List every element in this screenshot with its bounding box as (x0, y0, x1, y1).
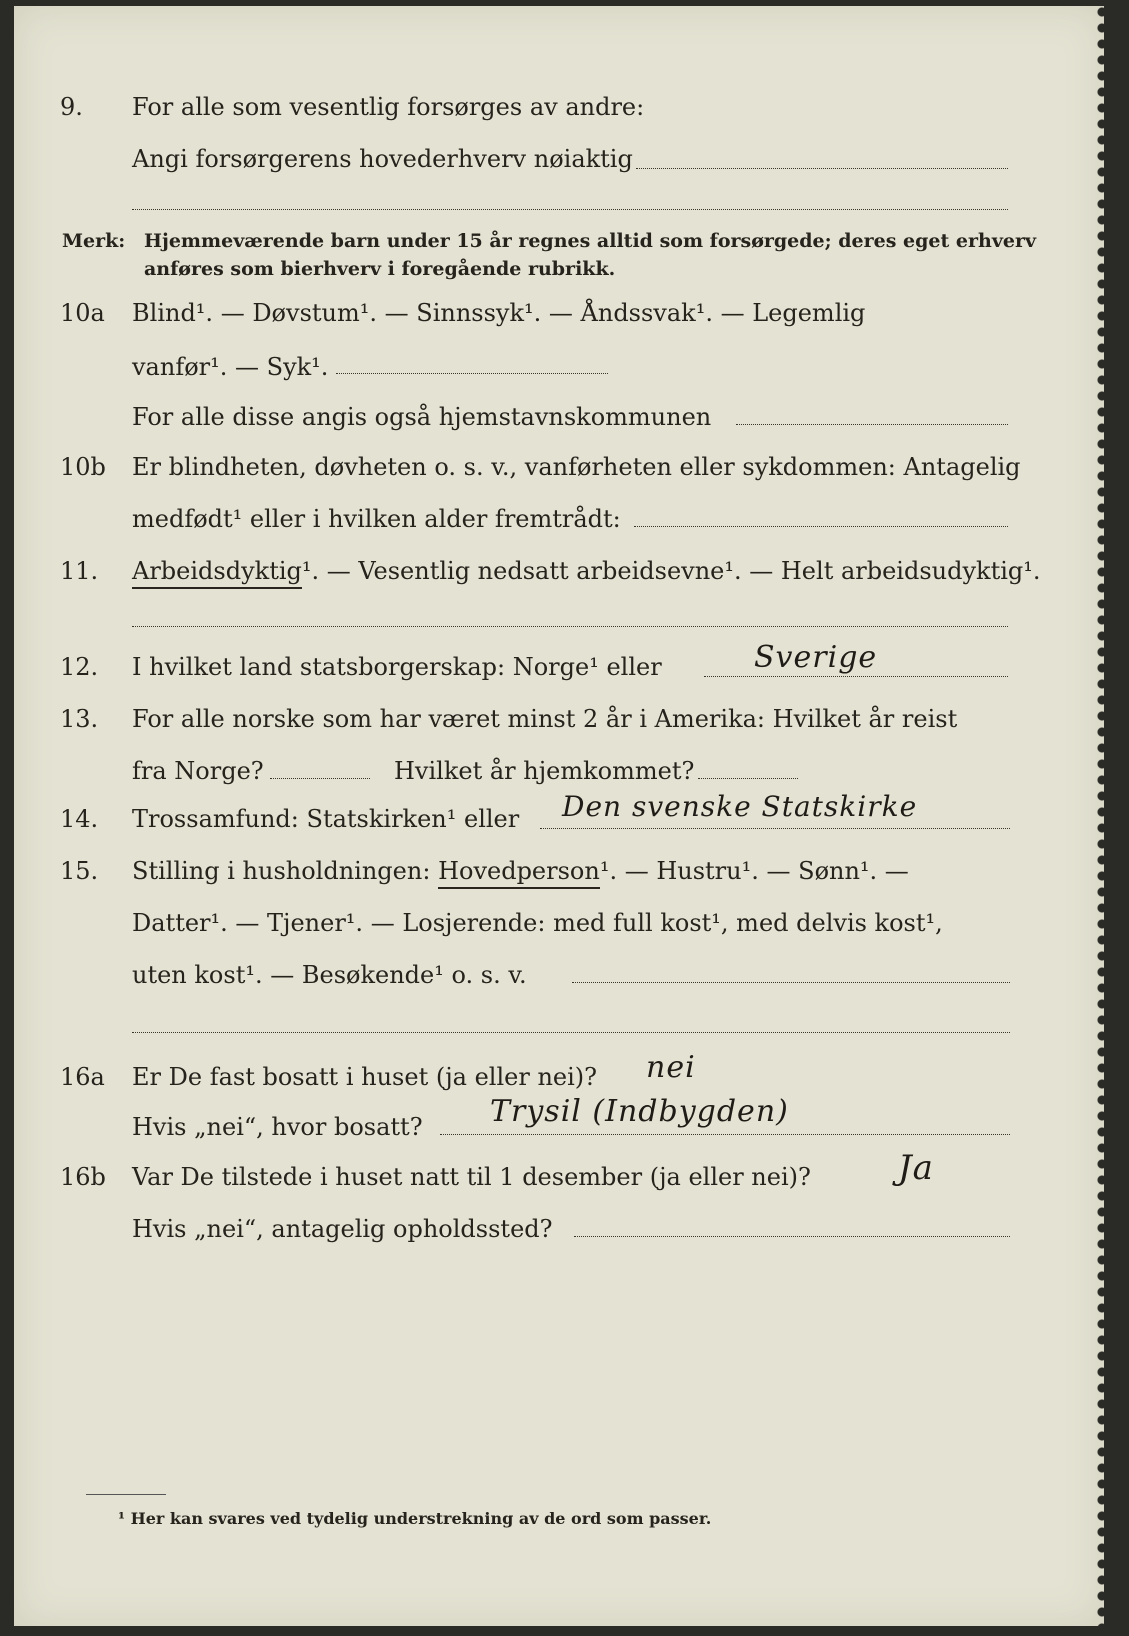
question-number: 12. (60, 653, 99, 681)
question-text: Er blindheten, døvheten o. s. v., vanførheten eller sykdommen: Antagelig (132, 453, 1021, 481)
answer-line[interactable] (132, 209, 1008, 210)
handwritten-answer: Trysil (Indbygden) (490, 1094, 789, 1129)
question-text: For alle norske som har været minst 2 år i Amerika: Hvilket år reist (132, 705, 958, 733)
answer-line[interactable] (540, 828, 1010, 829)
note-label: Merk: (62, 230, 126, 252)
answer-line[interactable] (270, 778, 370, 779)
question-text: medfødt¹ eller i hvilken alder fremtrådt: (132, 505, 621, 533)
question-text: Blind¹. — Døvstum¹. — Sinnssyk¹. — Åndssvak¹. — Legemlig (132, 299, 866, 327)
question-number: 11. (60, 557, 99, 585)
question-text: For alle disse angis også hjemstavnskommunen (132, 403, 712, 431)
question-number: 16a (60, 1063, 105, 1091)
answer-line[interactable] (574, 1236, 1010, 1237)
question-text: ¹. — Hustru¹. — Sønn¹. — (599, 857, 909, 885)
answer-line[interactable] (132, 1032, 1010, 1033)
answer-line[interactable] (336, 373, 608, 374)
answer-line[interactable] (698, 778, 798, 779)
question-text-container (132, 556, 1041, 586)
selected-option: Arbeidsdyktig (132, 557, 302, 589)
question-text: Hvis „nei“, hvor bosatt? (132, 1113, 423, 1141)
question-text: fra Norge? (132, 757, 264, 785)
question-number: 9. (60, 93, 83, 121)
answer-line[interactable] (440, 1134, 1010, 1135)
census-form-page (14, 6, 1104, 1626)
question-text: I hvilket land statsborgerskap: Norge¹ eller (132, 653, 662, 681)
question-text: Datter¹. — Tjener¹. — Losjerende: med full kost¹, med delvis kost¹, (132, 909, 943, 937)
answer-line[interactable] (636, 168, 1008, 169)
question-number: 16b (60, 1163, 106, 1191)
question-text: Trossamfund: Statskirken¹ eller (132, 805, 520, 833)
handwritten-answer: Sverige (754, 640, 878, 675)
note-text: Hjemmeværende barn under 15 år regnes alltid som forsørgede; deres eget erhverv (144, 230, 1036, 252)
handwritten-answer: Ja (898, 1148, 934, 1188)
question-text: Var De tilstede i huset natt til 1 desember (ja eller nei)? (132, 1163, 811, 1191)
question-text: vanfør¹. — Syk¹. (132, 353, 329, 381)
footnote-rule (86, 1494, 166, 1495)
question-number: 10b (60, 453, 106, 481)
question-text: For alle som vesentlig forsørges av andre: (132, 93, 645, 121)
question-number: 13. (60, 705, 99, 733)
question-text: Hvis „nei“, antagelig opholdssted? (132, 1215, 553, 1243)
question-text-container (132, 856, 909, 886)
question-text: ¹. — Vesentlig nedsatt arbeidsevne¹. — Helt arbeidsudyktig¹. (301, 557, 1041, 585)
question-text: Hvilket år hjemkommet? (394, 757, 695, 785)
selected-option: Hovedperson (438, 857, 600, 889)
question-number: 10a (60, 299, 105, 327)
answer-line[interactable] (132, 626, 1008, 627)
note-text: anføres som bierhverv i foregående rubrikk. (144, 258, 616, 280)
answer-line[interactable] (704, 676, 1008, 677)
question-text: Angi forsørgerens hovederhverv nøiaktig (132, 145, 633, 173)
answer-line[interactable] (736, 424, 1008, 425)
answer-line[interactable] (572, 982, 1010, 983)
question-text: Er De fast bosatt i huset (ja eller nei)? (132, 1063, 598, 1091)
question-text: Stilling i husholdningen: (132, 857, 431, 885)
answer-line[interactable] (634, 526, 1008, 527)
handwritten-answer: nei (646, 1050, 696, 1085)
handwritten-answer: Den svenske Statskirke (562, 790, 918, 823)
footnote: ¹ Her kan svares ved tydelig understrekning av de ord som passer. (118, 1509, 712, 1528)
question-number: 15. (60, 857, 99, 885)
question-number: 14. (60, 805, 99, 833)
question-text: uten kost¹. — Besøkende¹ o. s. v. (132, 961, 527, 989)
perforated-edge (1096, 6, 1114, 1626)
